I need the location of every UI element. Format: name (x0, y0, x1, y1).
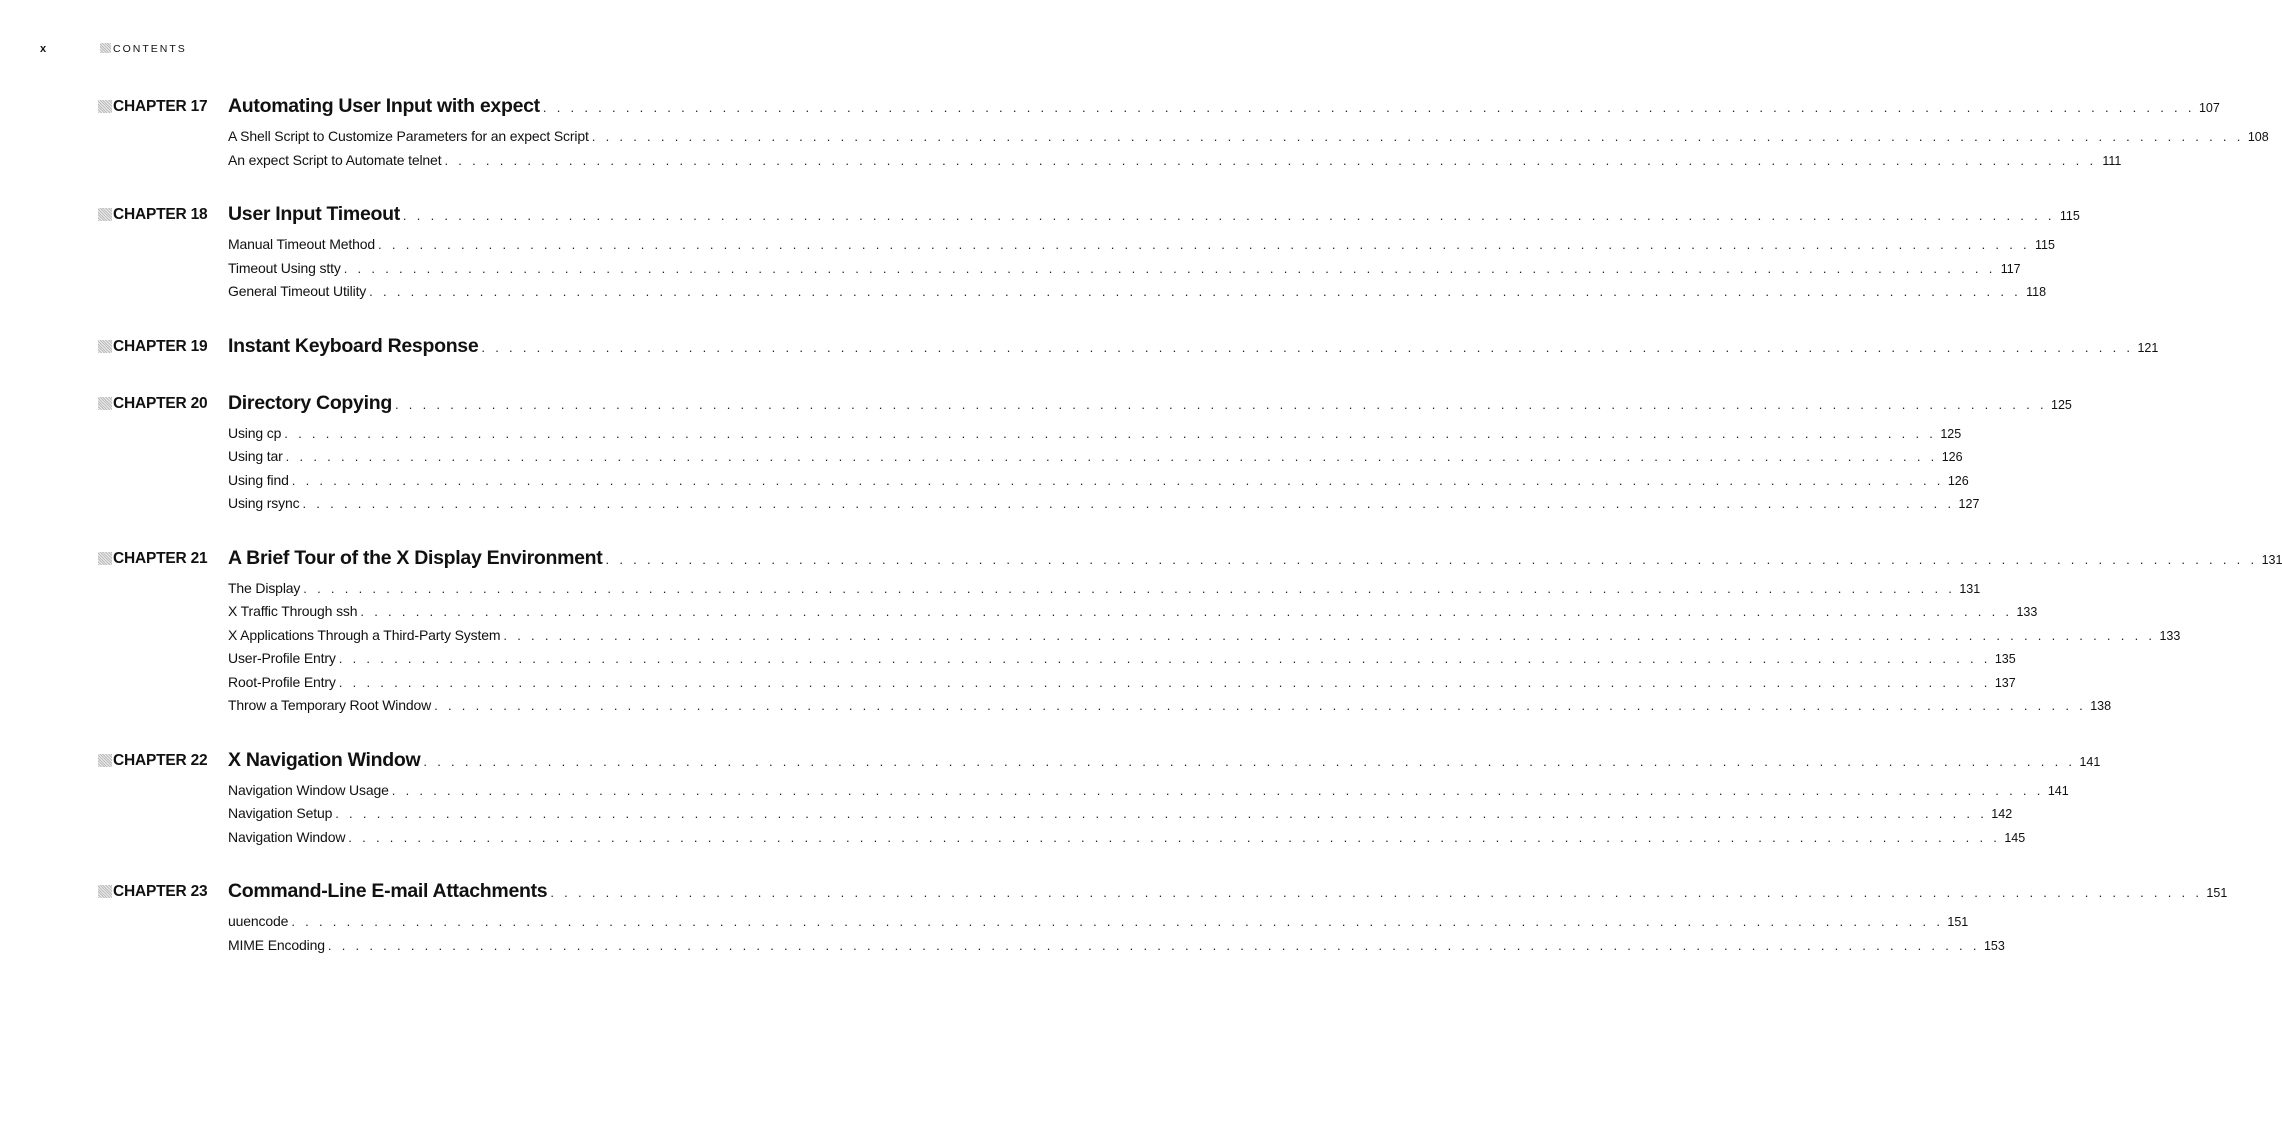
section-entry[interactable] (98, 446, 1963, 470)
chapter-number: CHAPTER 18 (113, 206, 208, 223)
dot-leader: . . . . . . . . . . . . . . . . . . . . . . . . . . . . . . . . . . . . . . . . . . . . . . . . . . . . . . . . . . . . . . . . . . . . . . . . . . . . . . . . . . . . . . . . . . . . . . . . . . . . . . . . . . . . . . . . . . . . . . . . (391, 782, 2044, 798)
chapter-entry[interactable] (98, 877, 2228, 907)
chapter-title[interactable]: X Navigation Window (228, 748, 421, 771)
section-page-number: 127 (1958, 497, 1980, 511)
section-leader-line (228, 424, 1962, 441)
chapter-label (98, 550, 226, 568)
section-page-number: 118 (2026, 285, 2047, 299)
section-title[interactable]: Navigation Window (228, 828, 346, 845)
section-leader-line (228, 259, 2021, 276)
section-entry[interactable] (98, 601, 2038, 625)
section-title[interactable]: Navigation Window Usage (228, 781, 389, 798)
section-page-number: 126 (1947, 473, 1969, 488)
section-leader-line (228, 471, 1969, 488)
section-entry[interactable] (98, 648, 2016, 672)
section-page-number: 142 (1991, 807, 2013, 821)
section-page-number: 117 (2000, 261, 2021, 276)
gradient-square-icon (98, 754, 112, 767)
section-page-number: 141 (2047, 783, 2069, 798)
section-entry[interactable] (98, 911, 1969, 935)
section-entry[interactable] (98, 470, 1969, 494)
section-entry[interactable] (98, 234, 2055, 258)
section-title[interactable]: Using rsync (228, 495, 300, 511)
dot-leader: . . . . . . . . . . . . . . . . . . . . . . . . . . . . . . . . . . . . . . . . . . . . . . . . . . . . . . . . . . . . . . . . . . . . . . . . . . . . . . . . . . . . . . . . . . . . . . . . . . . . . . . . . . . . . . . . . . . . . . . . (503, 627, 2156, 643)
section-entry[interactable] (98, 695, 2112, 719)
page-header (40, 43, 340, 57)
gradient-square-icon (98, 397, 112, 410)
dot-leader: . . . . . . . . . . . . . . . . . . . . . . . . . . . . . . . . . . . . . . . . . . . . . . . . . . . . . . . . . . . . . . . . . . . . . . . . . . . . . . . . . . . . . . . . . . . . . . . . . . . . . . . . . . . . . . . . . . . . . . . . (303, 580, 1956, 596)
section-list (98, 126, 2269, 173)
gradient-square-icon (98, 340, 112, 353)
section-title[interactable]: X Traffic Through ssh (228, 603, 358, 619)
dot-leader: . . . . . . . . . . . . . . . . . . . . . . . . . . . . . . . . . . . . . . . . . . . . . . . . . . . . . . . . . . . . . . . . . . . . . . . . . . . . . . . . . . . . . . . . . . . . . . . . . . . . . . . . . . . . . . . . . . . . . . . . (335, 806, 1988, 821)
section-entry[interactable] (98, 493, 1980, 517)
section-leader-line (228, 603, 2038, 619)
section-title[interactable]: Manual Timeout Method (228, 236, 376, 252)
dot-leader: . . . . . . . . . . . . . . . . . . . . . . . . . . . . . . . . . . . . . . . . . . . . . . . . . . . . . . . . . . . . . . . . . . . . . . . . . . . . . . . . . . . . . . . . . . . . . . . . . . . . . . . . . . . . . . . . . . . . . . . . (394, 396, 2047, 412)
section-title[interactable]: uuencode (228, 913, 289, 929)
chapter-label (98, 395, 226, 413)
section-page-number: 131 (1959, 581, 1981, 596)
section-list (98, 423, 1980, 517)
section-title[interactable]: X Applications Through a Third-Party System (228, 626, 501, 643)
chapter-title[interactable]: Command-Line E-mail Attachments (228, 880, 548, 902)
section-title[interactable]: The Display (228, 579, 301, 596)
chapter-block (98, 877, 2228, 958)
chapter-title[interactable]: User Input Timeout (228, 203, 400, 225)
gradient-square-icon (98, 885, 112, 898)
chapter-entry[interactable] (98, 544, 2282, 574)
chapter-title[interactable]: Automating User Input with expect (228, 95, 540, 117)
chapter-title[interactable]: Instant Keyboard Response (228, 334, 479, 357)
chapter-number: CHAPTER 19 (113, 337, 208, 355)
section-page-number: 125 (1940, 426, 1962, 441)
chapter-number: CHAPTER 23 (113, 883, 208, 900)
chapter-entry[interactable] (98, 200, 2080, 230)
section-leader-line (228, 626, 2181, 643)
section-entry[interactable] (98, 578, 1981, 602)
section-leader-line (228, 781, 2069, 798)
table-of-contents (98, 92, 2282, 985)
section-leader-line (228, 448, 1963, 464)
dot-leader: . . . . . . . . . . . . . . . . . . . . . . . . . . . . . . . . . . . . . . . . . . . . . . . . . . . . . . . . . . . . . . . . . . . . . . . . . . . . . . . . . . . . . . . . . . . . . . . . . . . . . . . . . . . . . . . . . . . . . . . . (444, 152, 2097, 168)
gradient-square-icon (98, 208, 112, 221)
page-number: x (40, 43, 48, 55)
chapter-block (98, 332, 2159, 362)
chapter-label (98, 338, 226, 356)
section-leader-line (228, 283, 2047, 299)
section-title[interactable]: General Timeout Utility (228, 283, 367, 299)
section-page-number: 138 (2090, 699, 2112, 713)
section-page-number: 133 (2159, 628, 2181, 643)
chapter-title[interactable]: Directory Copying (228, 391, 392, 414)
section-leader-line (228, 650, 2016, 666)
chapter-label (98, 98, 226, 116)
chapter-page-number: 121 (2137, 340, 2159, 355)
section-page-number: 145 (2004, 830, 2026, 845)
section-leader-line (228, 236, 2055, 252)
section-title[interactable]: An expect Script to Automate telnet (228, 151, 442, 168)
section-leader-line (228, 151, 2122, 168)
section-leader-line (228, 673, 2016, 690)
dot-leader: . . . . . . . . . . . . . . . . . . . . . . . . . . . . . . . . . . . . . . . . . . . . . . . . . . . . . . . . . . . . . . . . . . . . . . . . . . . . . . . . . . . . . . . . . . . . . . . . . . . . . . . . . . . . . . . . . . . . . . . . (481, 339, 2134, 355)
chapter-leader-line (228, 334, 2159, 358)
dot-leader: . . . . . . . . . . . . . . . . . . . . . . . . . . . . . . . . . . . . . . . . . . . . . . . . . . . . . . . . . . . . . . . . . . . . . . . . . . . . . . . . . . . . . . . . . . . . . . . . . . . . . . . . . . . . . . . . . . . . . . . . (291, 472, 1944, 488)
section-page-number: 115 (2035, 238, 2055, 252)
dot-leader: . . . . . . . . . . . . . . . . . . . . . . . . . . . . . . . . . . . . . . . . . . . . . . . . . . . . . . . . . . . . . . . . . . . . . . . . . . . . . . . . . . . . . . . . . . . . . . . . . . . . . . . . . . . . . . . . . . . . . . . . (542, 100, 2195, 115)
section-leader-line (228, 828, 2026, 845)
section-leader-line (228, 697, 2112, 713)
chapter-entry[interactable] (98, 92, 2220, 122)
chapter-page-number: 131 (2261, 552, 2282, 567)
chapter-leader-line (228, 95, 2220, 118)
section-entry[interactable] (98, 672, 2016, 696)
chapter-label (98, 752, 226, 770)
chapter-block (98, 92, 2269, 173)
section-entry[interactable] (98, 827, 2026, 851)
section-title[interactable]: Timeout Using stty (228, 259, 341, 276)
section-list (98, 578, 2181, 719)
dot-leader: . . . . . . . . . . . . . . . . . . . . . . . . . . . . . . . . . . . . . . . . . . . . . . . . . . . . . . . . . . . . . . . . . . . . . . . . . . . . . . . . . . . . . . . . . . . . . . . . . . . . . . . . . . . . . . . . . . . . . . . . (360, 604, 2013, 619)
chapter-block (98, 544, 2282, 719)
dot-leader: . . . . . . . . . . . . . . . . . . . . . . . . . . . . . . . . . . . . . . . . . . . . . . . . . . . . . . . . . . . . . . . . . . . . . . . . . . . . . . . . . . . . . . . . . . . . . . . . . . . . . . . . . . . . . . . . . . . . . . . . (338, 674, 1991, 690)
chapter-number: CHAPTER 20 (113, 394, 208, 412)
section-leader-line (228, 128, 2269, 144)
section-page-number: 151 (1947, 915, 1969, 929)
section-title[interactable]: Using tar (228, 448, 283, 464)
section-title[interactable]: Navigation Setup (228, 805, 333, 821)
dot-leader: . . . . . . . . . . . . . . . . . . . . . . . . . . . . . . . . . . . . . . . . . . . . . . . . . . . . . . . . . . . . . . . . . . . . . . . . . . . . . . . . . . . . . . . . . . . . . . . . . . . . . . . . . . . . . . . . . . . . . . . . (550, 885, 2203, 900)
chapter-page-number: 107 (2198, 101, 2220, 115)
section-page-number: 153 (1983, 938, 2005, 953)
dot-leader: . . . . . . . . . . . . . . . . . . . . . . . . . . . . . . . . . . . . . . . . . . . . . . . . . . . . . . . . . . . . . . . . . . . . . . . . . . . . . . . . . . . . . . . . . . . . . . . . . . . . . . . . . . . . . . . . . . . . . . . . (291, 914, 1944, 929)
section-leader-line (228, 495, 1980, 511)
chapter-number: CHAPTER 17 (113, 98, 208, 115)
dot-leader: . . . . . . . . . . . . . . . . . . . . . . . . . . . . . . . . . . . . . . . . . . . . . . . . . . . . . . . . . . . . . . . . . . . . . . . . . . . . . . . . . . . . . . . . . . . . . . . . . . . . . . . . . . . . . . . . . . . . . . . . (605, 551, 2258, 567)
running-head (100, 43, 187, 55)
section-list (98, 234, 2055, 305)
chapter-page-number: 125 (2051, 397, 2072, 412)
chapter-leader-line (228, 391, 2072, 415)
section-list (98, 780, 2069, 851)
dot-leader: . . . . . . . . . . . . . . . . . . . . . . . . . . . . . . . . . . . . . . . . . . . . . . . . . . . . . . . . . . . . . . . . . . . . . . . . . . . . . . . . . . . . . . . . . . . . . . . . . . . . . . . . . . . . . . . . . . . . . . . . (284, 425, 1937, 441)
section-page-number: 126 (1941, 450, 1963, 464)
chapter-leader-line (228, 748, 2101, 772)
dot-leader: . . . . . . . . . . . . . . . . . . . . . . . . . . . . . . . . . . . . . . . . . . . . . . . . . . . . . . . . . . . . . . . . . . . . . . . . . . . . . . . . . . . . . . . . . . . . . . . . . . . . . . . . . . . . . . . . . . . . . . . . (402, 208, 2055, 223)
dot-leader: . . . . . . . . . . . . . . . . . . . . . . . . . . . . . . . . . . . . . . . . . . . . . . . . . . . . . . . . . . . . . . . . . . . . . . . . . . . . . . . . . . . . . . . . . . . . . . . . . . . . . . . . . . . . . . . . . . . . . . . . (348, 829, 2001, 845)
chapter-entry[interactable] (98, 746, 2101, 776)
chapter-entry[interactable] (98, 389, 2072, 419)
section-title[interactable]: User-Profile Entry (228, 650, 336, 666)
section-entry[interactable] (98, 126, 2269, 150)
section-title[interactable]: MIME Encoding (228, 936, 325, 953)
dot-leader: . . . . . . . . . . . . . . . . . . . . . . . . . . . . . . . . . . . . . . . . . . . . . . . . . . . . . . . . . . . . . . . . . . . . . . . . . . . . . . . . . . . . . . . . . . . . . . . . . . . . . . . . . . . . . . . . . . . . . . . . (338, 651, 1991, 666)
chapter-leader-line (228, 203, 2080, 226)
section-title[interactable]: A Shell Script to Customize Parameters for an expect Script (228, 128, 589, 144)
chapter-page-number: 115 (2059, 209, 2080, 223)
dot-leader: . . . . . . . . . . . . . . . . . . . . . . . . . . . . . . . . . . . . . . . . . . . . . . . . . . . . . . . . . . . . . . . . . . . . . . . . . . . . . . . . . . . . . . . . . . . . . . . . . . . . . . . . . . . . . . . . . . . . . . . . (378, 237, 2030, 252)
chapter-label (98, 883, 226, 901)
dot-leader: . . . . . . . . . . . . . . . . . . . . . . . . . . . . . . . . . . . . . . . . . . . . . . . . . . . . . . . . . . . . . . . . . . . . . . . . . . . . . . . . . . . . . . . . . . . . . . . . . . . . . . . . . . . . . . . . . . . . . . . . (369, 284, 2022, 299)
section-leader-line (228, 936, 2005, 953)
section-leader-line (228, 805, 2013, 821)
dot-leader: . . . . . . . . . . . . . . . . . . . . . . . . . . . . . . . . . . . . . . . . . . . . . . . . . . . . . . . . . . . . . . . . . . . . . . . . . . . . . . . . . . . . . . . . . . . . . . . . . . . . . . . . . . . . . . . . . . . . . . . . (285, 449, 1938, 464)
dot-leader: . . . . . . . . . . . . . . . . . . . . . . . . . . . . . . . . . . . . . . . . . . . . . . . . . . . . . . . . . . . . . . . . . . . . . . . . . . . . . . . . . . . . . . . . . . . . . . . . . . . . . . . . . . . . . . . . . . . . . . . . (423, 753, 2076, 769)
section-page-number: 133 (2016, 605, 2038, 619)
section-title[interactable]: Using cp (228, 424, 282, 441)
section-page-number: 111 (2102, 153, 2122, 168)
dot-leader: . . . . . . . . . . . . . . . . . . . . . . . . . . . . . . . . . . . . . . . . . . . . . . . . . . . . . . . . . . . . . . . . . . . . . . . . . . . . . . . . . . . . . . . . . . . . . . . . . . . . . . . . . . . . . . . . . . . . . . . . (434, 698, 2087, 713)
section-entry[interactable] (98, 281, 2047, 305)
section-title[interactable]: Throw a Temporary Root Window (228, 697, 432, 713)
section-entry[interactable] (98, 780, 2069, 804)
chapter-title[interactable]: A Brief Tour of the X Display Environment (228, 546, 603, 569)
section-page-number: 108 (2247, 130, 2269, 144)
section-list (98, 911, 2005, 958)
section-entry[interactable] (98, 803, 2013, 827)
chapter-block (98, 200, 2080, 305)
dot-leader: . . . . . . . . . . . . . . . . . . . . . . . . . . . . . . . . . . . . . . . . . . . . . . . . . . . . . . . . . . . . . . . . . . . . . . . . . . . . . . . . . . . . . . . . . . . . . . . . . . . . . . . . . . . . . . . . . . . . . . . . (327, 937, 1980, 953)
section-entry[interactable] (98, 935, 2005, 959)
chapter-entry[interactable] (98, 332, 2159, 362)
dot-leader: . . . . . . . . . . . . . . . . . . . . . . . . . . . . . . . . . . . . . . . . . . . . . . . . . . . . . . . . . . . . . . . . . . . . . . . . . . . . . . . . . . . . . . . . . . . . . . . . . . . . . . . . . . . . . . . . . . . . . . . . (302, 496, 1955, 511)
chapter-number: CHAPTER 21 (113, 549, 208, 567)
chapter-label (98, 206, 226, 224)
chapter-leader-line (228, 546, 2282, 570)
section-title[interactable]: Root-Profile Entry (228, 673, 336, 690)
section-entry[interactable] (98, 625, 2181, 649)
running-head-text: CONTENTS (113, 43, 187, 55)
dot-leader: . . . . . . . . . . . . . . . . . . . . . . . . . . . . . . . . . . . . . . . . . . . . . . . . . . . . . . . . . . . . . . . . . . . . . . . . . . . . . . . . . . . . . . . . . . . . . . . . . . . . . . . . . . . . . . . . . . . . . . . . (343, 260, 1996, 276)
section-entry[interactable] (98, 423, 1962, 447)
dot-leader: . . . . . . . . . . . . . . . . . . . . . . . . . . . . . . . . . . . . . . . . . . . . . . . . . . . . . . . . . . . . . . . . . . . . . . . . . . . . . . . . . . . . . . . . . . . . . . . . . . . . . . . . . . . . . . . . . . . . . . . . (591, 129, 2244, 144)
chapter-page-number: 151 (2206, 886, 2228, 900)
section-entry[interactable] (98, 258, 2021, 282)
section-title[interactable]: Using find (228, 471, 289, 488)
chapter-leader-line (228, 880, 2228, 903)
chapter-number: CHAPTER 22 (113, 751, 208, 769)
chapter-page-number: 141 (2079, 754, 2101, 769)
section-page-number: 137 (1994, 675, 2016, 690)
section-leader-line (228, 579, 1981, 596)
gradient-square-icon (98, 552, 112, 565)
section-page-number: 135 (1994, 652, 2016, 666)
gradient-square-icon (98, 100, 112, 113)
gradient-square-icon (100, 43, 111, 53)
chapter-block (98, 389, 2072, 517)
section-leader-line (228, 913, 1969, 929)
chapter-block (98, 746, 2101, 851)
section-entry[interactable] (98, 150, 2122, 174)
